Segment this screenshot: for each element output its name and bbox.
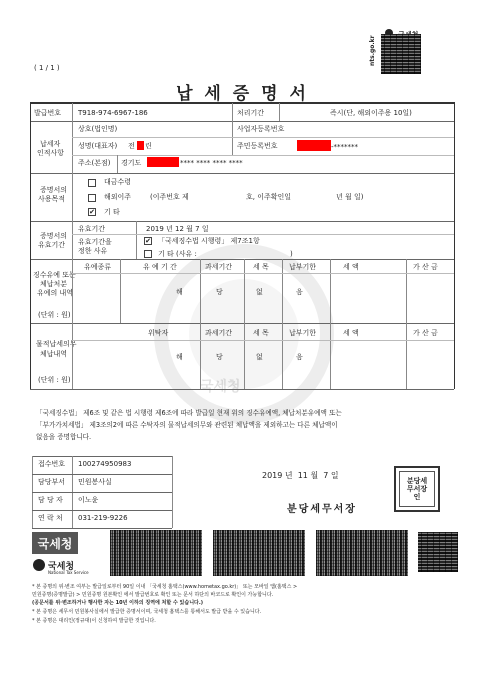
contact-value: 031-219-9226 bbox=[78, 514, 128, 522]
validity-reason-1: 「국세징수법 시행령」 제7조1항 bbox=[158, 237, 260, 245]
taxpayer-section-label-2: 인적사항 bbox=[37, 149, 65, 157]
validity-reason-label: 유효기간을 bbox=[78, 238, 112, 246]
footnote-3: (공문서를 위·변조하거나 행사한 자는 10년 이하의 징역에 처할 수 있습니다.) bbox=[32, 600, 204, 606]
validity-reason-1-checkbox: ✔ bbox=[145, 237, 151, 245]
barcode-2 bbox=[213, 530, 305, 576]
validity-period-value: 2019 년 12 월 7 일 bbox=[146, 225, 209, 233]
validity-reason-label-2: 정한 사유 bbox=[78, 247, 108, 255]
footnote-1: * 본 증명의 위·변조 여부는 발급일로부터 90일 이내 「국세청 홈택스(www.hometax.go.kr)」 또는 모바일 앱(홈택스 > bbox=[32, 584, 298, 590]
nts-logo-badge bbox=[32, 532, 78, 554]
deferral-empty-3: 없 bbox=[256, 288, 263, 296]
deferral-col-amount: 세 액 bbox=[343, 263, 359, 271]
certification-line-1: 「국세징수법」 제6조 및 같은 법 시행령 제6조에 따라 발급일 현재 위의 징수유예액, 체납처분유예액 또는 bbox=[36, 409, 342, 417]
barcode-3 bbox=[316, 530, 408, 576]
officer-label: 담 당 자 bbox=[38, 496, 63, 504]
contact-label: 연 락 처 bbox=[38, 514, 63, 522]
document-title: 납 세 증 명 서 bbox=[176, 84, 309, 104]
watermark-text: 국세청 bbox=[200, 379, 241, 395]
seal-text: 분당세무서장인 bbox=[406, 477, 428, 501]
purpose-option-1-checkbox bbox=[88, 179, 96, 187]
validity-section-label: 증명서의 bbox=[40, 232, 68, 240]
trust-unit: (단위 : 원) bbox=[38, 376, 71, 384]
trust-col-amount: 세 액 bbox=[343, 329, 359, 337]
barcode-1 bbox=[110, 530, 202, 576]
trust-col-taxperiod: 과세기간 bbox=[205, 329, 233, 337]
bizno-label: 사업자등록번호 bbox=[237, 125, 285, 133]
deferral-col-due: 납부기한 bbox=[289, 263, 317, 271]
trust-section-label-2: 체납내역 bbox=[40, 350, 68, 358]
rrn-redaction bbox=[297, 140, 331, 151]
trust-empty-2: 당 bbox=[216, 353, 223, 361]
officer-value: 이노윤 bbox=[78, 496, 99, 504]
purpose-option-1: 대금수령 bbox=[104, 178, 132, 186]
purpose-option-2-detail-c: 년 월 일) bbox=[336, 193, 364, 201]
validity-reason-2-checkbox bbox=[144, 250, 152, 258]
trust-empty-1: 해 bbox=[176, 353, 183, 361]
page-indicator: ( 1 / 1 ) bbox=[34, 64, 60, 72]
purpose-option-2-checkbox bbox=[88, 194, 96, 202]
name-label: 성명(대표자) bbox=[78, 142, 118, 150]
taxpayer-section-label: 납세자 bbox=[40, 140, 61, 148]
validity-reason-2-tail: ) bbox=[290, 250, 293, 258]
dept-value: 민원봉사실 bbox=[78, 478, 112, 486]
purpose-option-2-detail-a: (이주번호 제 bbox=[150, 193, 189, 201]
dept-label: 담당부서 bbox=[38, 478, 66, 486]
footnote-2: 민원증명(증명발급) > 민원증명 원본확인 에서 발급번호로 확인 또는 문서 하단의 바코드로 확인이 가능합니다. bbox=[32, 592, 274, 598]
validity-section-label-2: 유효기간 bbox=[38, 241, 66, 249]
address-label: 주소(본점) bbox=[78, 159, 111, 167]
purpose-option-3-checkbox: ✔ bbox=[89, 208, 95, 216]
deferral-col-type: 유예종류 bbox=[84, 263, 112, 271]
trust-col-trustor: 위탁자 bbox=[148, 329, 169, 337]
processing-period-label: 처리기간 bbox=[237, 109, 265, 117]
nts-side-url: nts.go.kr bbox=[369, 35, 376, 66]
purpose-option-2: 해외이주 bbox=[104, 193, 132, 201]
purpose-section-label: 증명서의 bbox=[40, 186, 68, 194]
receipt-number-value: 100274950983 bbox=[78, 460, 132, 468]
trust-col-due: 납부기한 bbox=[289, 329, 317, 337]
trust-empty-3: 없 bbox=[256, 353, 263, 361]
deferral-col-period: 유 예 기 간 bbox=[143, 263, 177, 271]
deferral-col-surcharge: 가 산 금 bbox=[413, 263, 438, 271]
certification-line-2: 「부가가치세법」 제3조의2에 따른 수탁자의 물적납세의무와 관련된 체납액을 제외하고는 다른 체납액이 bbox=[36, 421, 338, 429]
footnote-5: * 본 증명은 대리인(정규대)이 신청하여 발급한 것입니다. bbox=[32, 618, 156, 624]
top-qr-code bbox=[381, 34, 421, 74]
processing-period-value: 즉시(단, 해외이주용 10일) bbox=[330, 109, 412, 117]
deferral-section-label-3: 유예의 내역 bbox=[37, 289, 74, 297]
official-seal bbox=[394, 466, 440, 512]
name-value-tail: 린 bbox=[145, 142, 152, 150]
nts-logo-subtitle: National Tax Service bbox=[48, 570, 89, 575]
purpose-option-3: 기 타 bbox=[104, 208, 120, 216]
nts-logo-name: 국세청 bbox=[48, 562, 75, 572]
issuer-name: 분당세무서장 bbox=[287, 504, 357, 515]
trust-empty-4: 음 bbox=[296, 353, 303, 361]
name-redaction bbox=[137, 141, 144, 150]
name-value: 전 bbox=[128, 142, 135, 150]
purpose-option-2-detail-b: 호, 이주확인일 bbox=[246, 193, 292, 201]
trust-col-item: 세 목 bbox=[253, 329, 269, 337]
address-redaction bbox=[147, 157, 179, 167]
rrn-value: -******* bbox=[331, 143, 359, 151]
deferral-col-item: 세 목 bbox=[253, 263, 269, 271]
trust-section-label: 물적납세의무 bbox=[36, 340, 77, 348]
issue-number-label: 발급번호 bbox=[34, 109, 62, 117]
nts-emblem-icon bbox=[33, 559, 45, 571]
deferral-section-label-2: 체납처분 bbox=[40, 280, 68, 288]
deferral-section-label: 징수유예 또는 bbox=[33, 271, 76, 279]
validity-period-label: 유효기간 bbox=[78, 225, 106, 233]
issue-number-value: T918-974-6967-186 bbox=[78, 109, 148, 117]
validity-reason-2: 기 타 (사유 : bbox=[158, 250, 197, 258]
company-label: 상호(법인명) bbox=[78, 125, 118, 133]
receipt-number-label: 접수번호 bbox=[38, 460, 66, 468]
trust-col-surcharge: 가 산 금 bbox=[413, 329, 438, 337]
bottom-qr-code bbox=[418, 532, 458, 572]
deferral-empty-4: 음 bbox=[296, 288, 303, 296]
nts-logo-badge-text: 국세청 bbox=[37, 536, 73, 551]
rrn-label: 주민등록번호 bbox=[237, 142, 278, 150]
address-value: **** **** **** **** bbox=[180, 159, 243, 167]
deferral-unit: (단위 : 원) bbox=[38, 311, 71, 319]
deferral-empty-1: 해 bbox=[176, 288, 183, 296]
certification-line-3: 없음을 증명합니다. bbox=[36, 433, 92, 441]
purpose-section-label-2: 사용목적 bbox=[38, 195, 66, 203]
deferral-empty-2: 당 bbox=[216, 288, 223, 296]
address-prefix: 경기도 bbox=[121, 159, 142, 167]
issue-date: 2019 년 11 월 7 일 bbox=[262, 471, 339, 480]
footnote-4: * 본 증명은 세무서 민원봉사실에서 발급한 증명서이며, 국세청 홈택스를 통해서도 발급 받을 수 있습니다. bbox=[32, 609, 262, 615]
deferral-col-taxperiod: 과세기간 bbox=[205, 263, 233, 271]
